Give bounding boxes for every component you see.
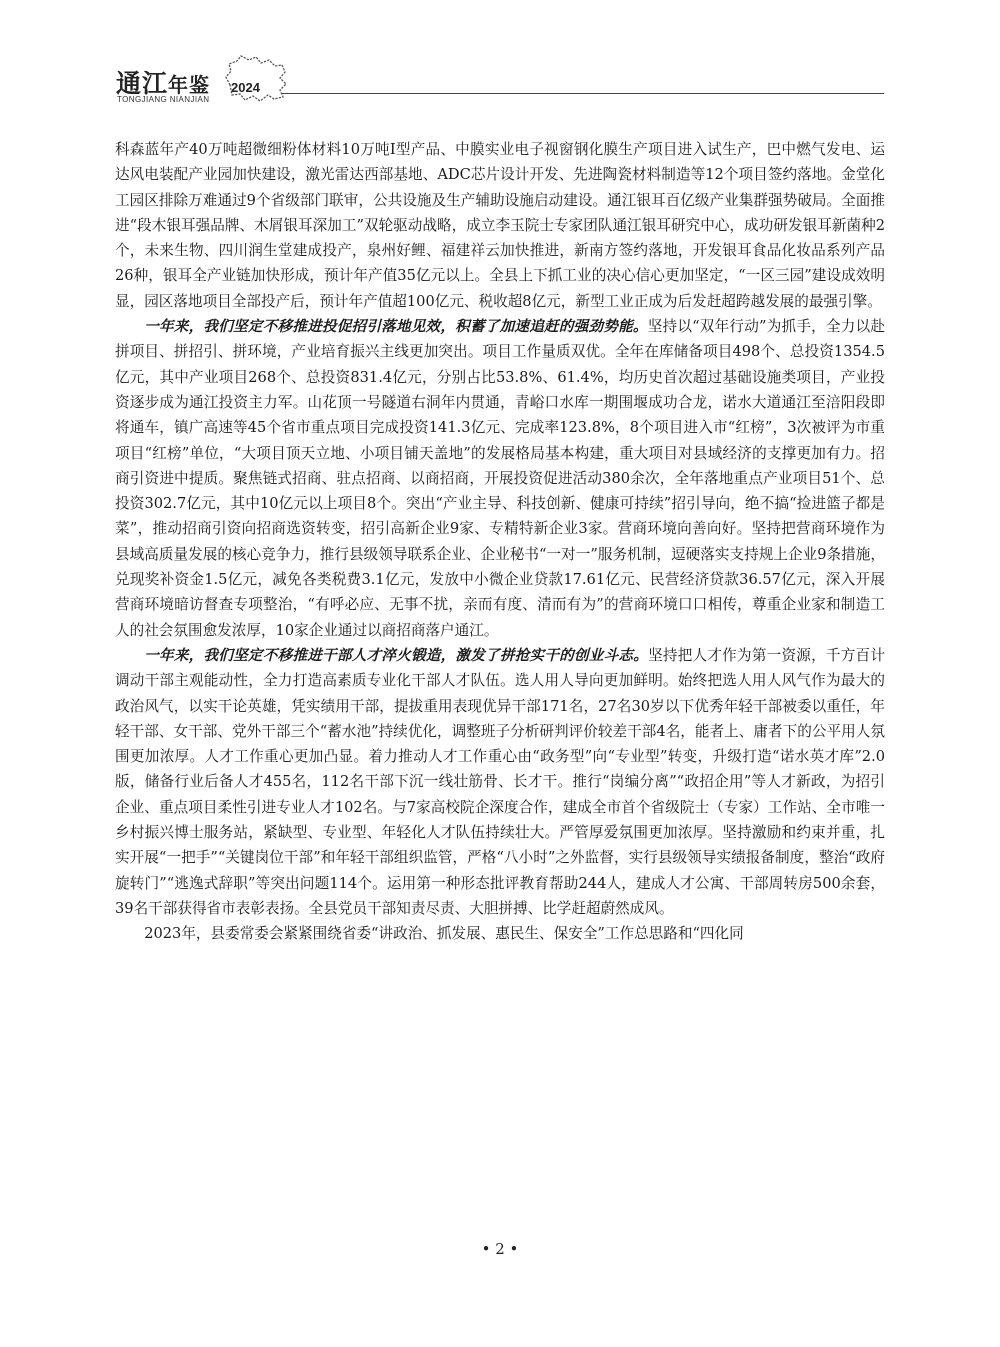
paragraph-lead: 一年来，我们坚定不移推进投促招引落地见效，积蓄了加速追赶的强劲势能。 xyxy=(144,318,648,336)
yearbook-title: 通江年鉴 xyxy=(116,69,211,98)
page-number: • 2 • xyxy=(481,1240,519,1258)
paragraph-lead: 一年来，我们坚定不移推进干部人才淬火锻造，激发了拼抢实干的创业斗志。 xyxy=(144,646,649,664)
report-body xyxy=(115,137,885,947)
paragraph-industry: 科森蓝年产40万吨超微细粉体材料10万吨Ⅰ型产品、中膜实业电子视窗钢化膜生产项目进入试生产，巴中燃气发电、运达风电装配产业园加快建设，激光雷达西部基地、ADC芯片设计开发、先进陶瓷材料制造等12个项目签约落地。金堂化工园区排除万难通过9个省级部门联审，公共设施及生产辅助设施启动建设。通江银耳百亿级产业集群强势破局。全面推进“段木银耳强品牌、木屑银耳深加工”双轮驱动战略，成立李玉院士专家团队通江银耳研究中心，成功研发银耳新菌种2个，未来生物、四川润生堂建成投产，泉州好鲤、福建祥云加快推进，新南方签约落地，开发银耳食品化妆品系列产品26种，银耳全产业链加快形成，预计年产值35亿元以上。全县上下抓工业的决心信心更加坚定，“一区三园”建设成效明显，园区落地项目全部投产后，预计年产值超100亿元、税收超8亿元，新型工业正成为后发赶超跨越发展的最强引擎。 xyxy=(115,141,885,310)
paragraph-investment: 一年来，我们坚定不移推进投促招引落地见效，积蓄了加速追赶的强劲势能。坚持以“双年行动”为抓手，全力以赴拼项目、拼招引、拼环境，产业培育振兴主线更加突出。项目工作量质双优。全年在库储备项目498个、总投资1354.5亿元，其中产业项目268个、总投资831.4亿元，分别占比53.8%、61.4%，均历史首次超过基础设施类项目，产业投资逐步成为通江投资主力军。山花顶一号隧道右洞年内贯通，青峪口水库一期围堰成功合龙，诺水大道通江至涪阳段即将通车，镇广高速等45个省市重点项目完成投资141.3亿元、完成率123.8%，8个项目进入市“红榜”，3次被评为市重项目“红榜”单位，“大项目顶天立地、小项目铺天盖地”的发展格局基本构建，重大项目对县域经济的支撑更加有力。招商引资进中提质。聚焦链式招商、驻点招商、以商招商，开展投资促进活动380余次，全年落地重点产业项目51个、总投资302.7亿元，其中10亿元以上项目8个。突出“产业主导、科技创新、健康可持续”招引导向，绝不搞“捡进篮子都是菜”，推动招商引资向招商选资转变，招引高新企业9家、专精特新企业3家。营商环境向善向好。坚持把营商环境作为县域高质量发展的核心竞争力，推行县级领导联系企业、企业秘书“一对一”服务机制，逗硬落实支持规上企业9条措施，兑现奖补资金1.5亿元，减免各类税费3.1亿元，发放中小微企业贷款17.61亿元、民营经济贷款36.57亿元，深入开展营商环境暗访督查专项整治，“有呼必应、无事不扰，亲而有度、清而有为”的营商环境口口相传，尊重企业家和制造工人的社会氛围愈发浓厚，10家企业通过以商招商落户通江。 xyxy=(115,318,885,639)
yearbook-subtitle: TONGJIANG NIANJIAN xyxy=(117,95,210,104)
paragraph-talent: 一年来，我们坚定不移推进干部人才淬火锻造，激发了拼抢实干的创业斗志。坚持把人才作为第一资源，千方百计调动干部主观能动性，全力打造高素质专业化干部人才队伍。选人用人导向更加鲜明。始终把选人用人风气作为最大的政治风气，以实干论英雄，凭实绩用干部，提拔重用表现优异干部171名，27名30岁以下优秀年轻干部被委以重任，年轻干部、女干部、党外干部三个“蓄水池”持续优化，调整班子分析研判评价较差干部4名，能者上、庸者下的公平用人氛围更加浓厚。人才工作重心更加凸显。着力推动人才工作重心由“政务型”向“专业型”转变，升级打造“诺水英才库”2.0版，储备行业后备人才455名，112名干部下沉一线壮筋骨、长才干。推行“岗编分离”“政招企用”等人才新政，为招引企业、重点项目柔性引进专业人才102名。与7家高校院企深度合作，建成全市首个省级院士（专家）工作站、全市唯一乡村振兴博士服务站，紧缺型、专业型、年轻化人才队伍持续壮大。严管厚爱氛围更加浓厚。坚持激励和约束并重，扎实开展“一把手”“关键岗位干部”和年轻干部组织监管，严格“八小时”之外监督，实行县级领导实绩报备制度，整治“政府旋转门”“逃逸式辞职”等突出问题114个。运用第一种形态批评教育帮助244人，建成人才公寓、干部周转房500余套，39名干部获得省市表彰表扬。全县党员干部知责尽责、大胆拼搏、比学赶超蔚然成风。 xyxy=(115,646,885,917)
header-rule xyxy=(282,93,884,94)
paragraph-summary: 2023年，县委常委会紧紧围绕省委“讲政治、抓发展、惠民生、保安全”工作总思路和“四化同 xyxy=(144,925,744,943)
yearbook-year: 2024 xyxy=(231,80,260,95)
running-header xyxy=(112,55,884,105)
yearbook-logo xyxy=(112,55,287,105)
county-map-icon xyxy=(222,55,292,103)
